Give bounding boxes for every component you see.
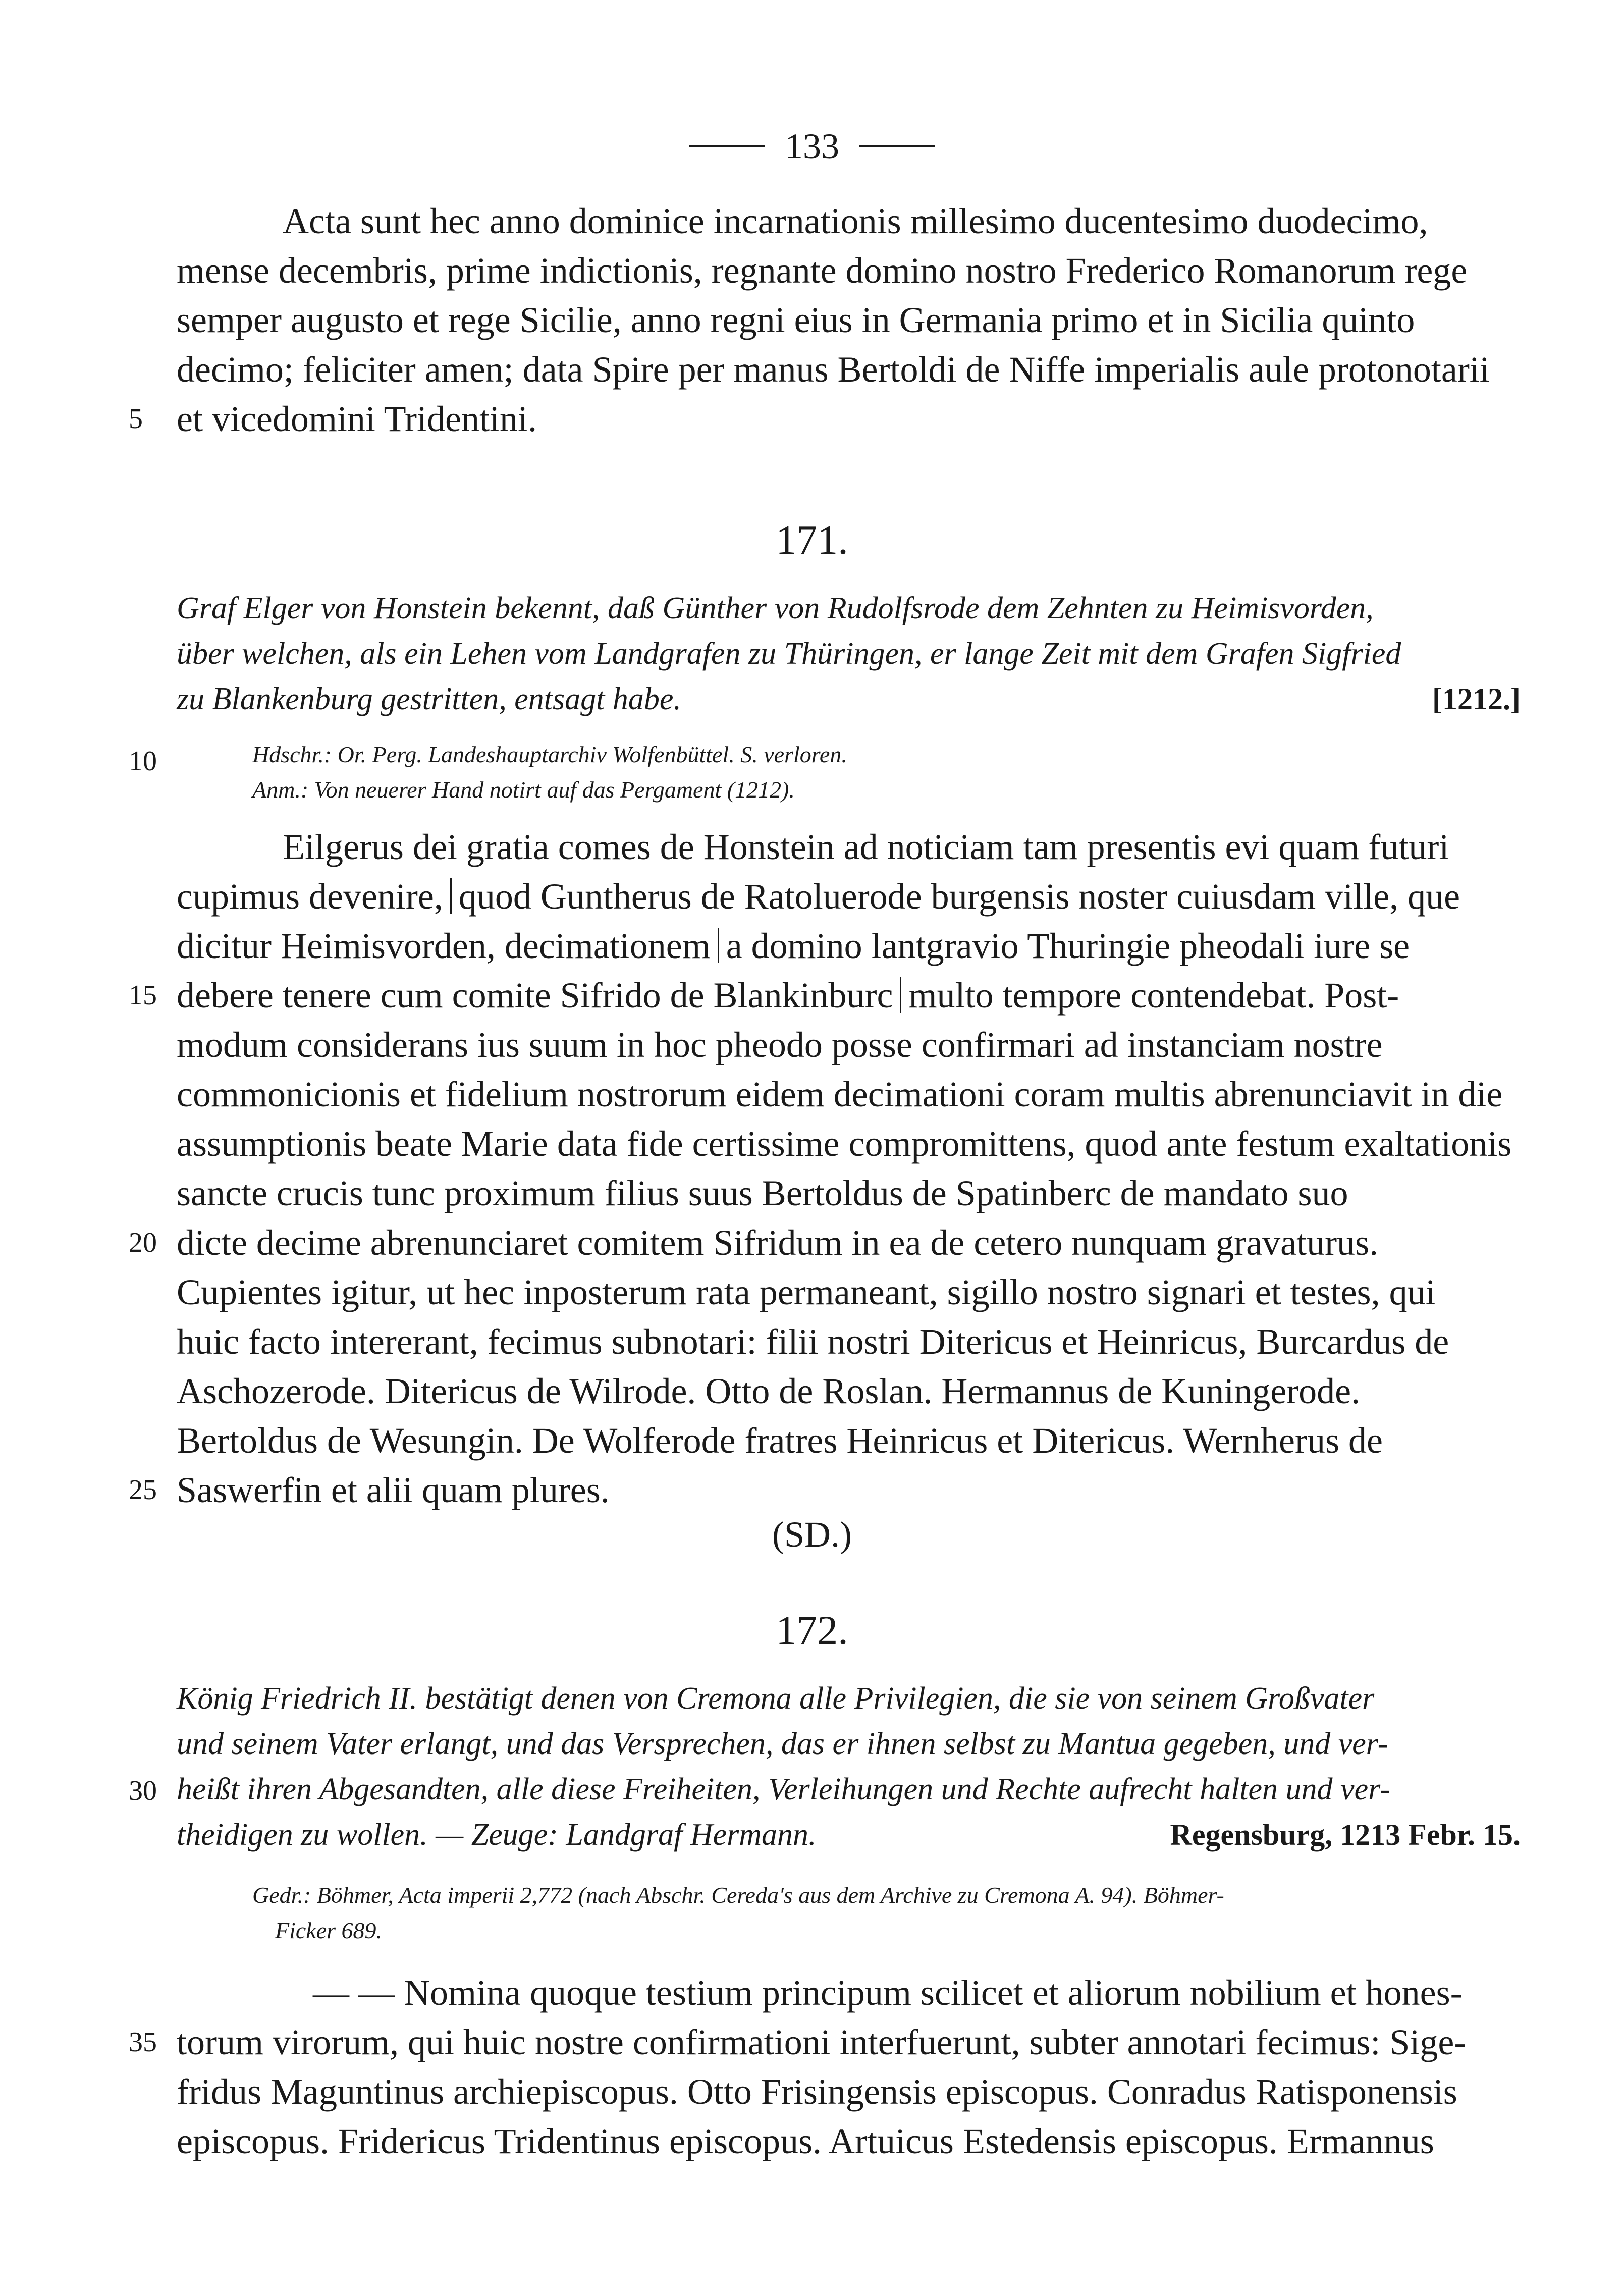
summary-text: und seinem Vater erlangt, und das Versprechen, das er ihnen selbst zu Mantua gegeben, und ver-	[177, 1727, 1388, 1761]
doc-171-text-line	[0, 1466, 1624, 1514]
doc-172-summary-line	[0, 1676, 1624, 1724]
body-text: dicitur Heimisvorden, decimationem	[177, 926, 711, 966]
line-number: 20	[129, 1227, 157, 1258]
doc-172-date: Regensburg, 1213 Febr. 15.	[1170, 1818, 1521, 1851]
doc-171-text-line	[0, 1416, 1624, 1465]
doc-171-signature: (SD.)	[772, 1514, 852, 1555]
line-number: 25	[129, 1474, 157, 1506]
intro-line	[0, 395, 1624, 443]
doc-171-text-line	[0, 872, 1624, 921]
intro-line	[0, 296, 1624, 344]
doc-171-text-line	[0, 1268, 1624, 1316]
line-number: 5	[129, 403, 143, 435]
summary-text: König Friedrich II. bestätigt denen von Cremona alle Privilegien, die sie von seinem Großvater	[177, 1681, 1375, 1716]
line-break-mark	[718, 928, 719, 963]
doc-171-date: [1212.]	[1432, 682, 1521, 716]
body-text: Bertoldus de Wesungin. De Wolferode fratres Heinricus et Ditericus. Wernherus de	[177, 1420, 1383, 1461]
body-text: quod Guntherus de Ratoluerode burgensis noster cuiusdam ville, que	[458, 876, 1460, 917]
doc-171-text-line	[0, 1021, 1624, 1069]
doc-171-summary-line	[0, 631, 1624, 679]
note-text: Gedr.: Böhmer, Acta imperii 2,772 (nach Abschr. Cereda's aus dem Archive zu Cremona A. 94). Böhmer-	[252, 1882, 1224, 1908]
line-break-mark	[900, 977, 901, 1013]
body-text: episcopus. Fridericus Tridentinus episcopus. Artuicus Estedensis episcopus. Ermannus	[177, 2121, 1434, 2161]
doc-171-text-line	[0, 1367, 1624, 1415]
page-number: 133	[785, 126, 839, 167]
header-rule-left	[689, 145, 765, 147]
intro-text: semper augusto et rege Sicilie, anno regni eius in Germania primo et in Sicilia quinto	[177, 300, 1415, 340]
intro-text: decimo; feliciter amen; data Spire per manus Bertoldi de Niffe imperialis aule protonotarii	[177, 349, 1490, 390]
body-text-run	[177, 971, 1399, 1020]
doc-172-summary-line	[0, 1767, 1624, 1815]
intro-line	[0, 246, 1624, 295]
body-text: Saswerfin et alii quam plures.	[177, 1470, 610, 1510]
note-text: Anm.: Von neuerer Hand notirt auf das Pergament (1212).	[252, 777, 795, 803]
doc-172-text-line	[0, 2117, 1624, 2165]
body-text: commonicionis et fidelium nostrorum eidem decimationi coram multis abrenunciavit in die	[177, 1074, 1503, 1114]
doc-171-text-line	[0, 1218, 1624, 1267]
summary-text: zu Blankenburg gestritten, entsagt habe.	[177, 682, 681, 716]
summary-text: heißt ihren Abgesandten, alle diese Freiheiten, Verleihungen und Rechte aufrecht halten und ver-	[177, 1772, 1390, 1806]
line-break-mark	[450, 878, 452, 914]
body-text: Cupientes igitur, ut hec inposterum rata permaneant, sigillo nostro signari et testes, qui	[177, 1272, 1436, 1312]
doc-171-text-line	[0, 971, 1624, 1020]
doc-171-text-line	[0, 1070, 1624, 1119]
body-text-run	[177, 922, 1410, 970]
line-number: 30	[129, 1775, 157, 1806]
doc-172-summary-line	[0, 1721, 1624, 1770]
intro-text: mense decembris, prime indictionis, regnante domino nostro Frederico Romanorum rege	[177, 250, 1468, 291]
doc-171-text-line	[0, 1317, 1624, 1366]
intro-line	[0, 345, 1624, 394]
intro-text: et vicedomini Tridentini.	[177, 399, 537, 439]
body-text: torum virorum, qui huic nostre confirmationi interfuerunt, subter annotari fecimus: Sige-	[177, 2022, 1467, 2062]
doc-171-text-line	[0, 1169, 1624, 1217]
doc-171-number: 171.	[776, 517, 848, 563]
doc-172-number: 172.	[776, 1607, 848, 1653]
doc-171-summary-line	[0, 676, 1624, 725]
doc-172-text-line	[0, 1969, 1624, 2017]
body-text: Eilgerus dei gratia comes de Honstein ad noticiam tam presentis evi quam futuri	[283, 827, 1449, 867]
body-text-run	[177, 872, 1460, 921]
doc-171-text-line	[0, 922, 1624, 970]
doc-172-text-line	[0, 2018, 1624, 2066]
summary-text: Graf Elger von Honstein bekennt, daß Günther von Rudolfsrode dem Zehnten zu Heimisvorden,	[177, 591, 1374, 625]
line-number: 10	[129, 746, 157, 777]
body-text: a domino lantgravio Thuringie pheodali iure se	[726, 926, 1410, 966]
body-text: sancte crucis tunc proximum filius suus Bertoldus de Spatinberc de mandato suo	[177, 1173, 1348, 1213]
summary-text: über welchen, als ein Lehen vom Landgrafen zu Thüringen, er lange Zeit mit dem Grafen Sigfried	[177, 636, 1401, 671]
body-text: huic facto intererant, fecimus subnotari: filii nostri Ditericus et Heinricus, Burcardus de	[177, 1321, 1449, 1362]
intro-line	[0, 197, 1624, 245]
doc-172-summary-line	[0, 1812, 1624, 1861]
line-number: 35	[129, 2027, 157, 2058]
intro-text: Acta sunt hec anno dominice incarnationis millesimo ducentesimo duodecimo,	[283, 201, 1428, 241]
doc-171-text-line	[0, 823, 1624, 871]
body-text: multo tempore contendebat. Post-	[908, 975, 1399, 1016]
body-text: cupimus devenire,	[177, 876, 443, 917]
doc-172-text-line	[0, 2067, 1624, 2116]
doc-171-note-line	[0, 772, 1624, 821]
body-text: debere tenere cum comite Sifrido de Blankinburc	[177, 975, 893, 1016]
doc-171-summary-line	[0, 586, 1624, 634]
line-number: 15	[129, 980, 157, 1011]
header-rule-right	[859, 145, 935, 147]
doc-171-text-line	[0, 1120, 1624, 1168]
doc-172-note-line	[0, 1913, 1624, 1961]
summary-text: theidigen zu wollen. — Zeuge: Landgraf Hermann.	[177, 1818, 817, 1852]
note-text: Hdschr.: Or. Perg. Landeshauptarchiv Wolfenbüttel. S. verloren.	[252, 741, 847, 767]
body-text: assumptionis beate Marie data fide certissime compromittens, quod ante festum exaltationis	[177, 1124, 1512, 1164]
body-text: — — Nomina quoque testium principum scilicet et aliorum nobilium et hones-	[313, 1973, 1463, 2013]
body-text: fridus Maguntinus archiepiscopus. Otto Frisingensis episcopus. Conradus Ratisponensis	[177, 2071, 1457, 2112]
body-text: Aschozerode. Ditericus de Wilrode. Otto de Roslan. Hermannus de Kuningerode.	[177, 1371, 1361, 1411]
note-text: Ficker 689.	[275, 1918, 383, 1943]
body-text: modum considerans ius suum in hoc pheodo posse confirmari ad instanciam nostre	[177, 1025, 1383, 1065]
page-header	[0, 121, 1624, 172]
body-text: dicte decime abrenunciaret comitem Sifridum in ea de cetero nunquam gravaturus.	[177, 1223, 1379, 1263]
